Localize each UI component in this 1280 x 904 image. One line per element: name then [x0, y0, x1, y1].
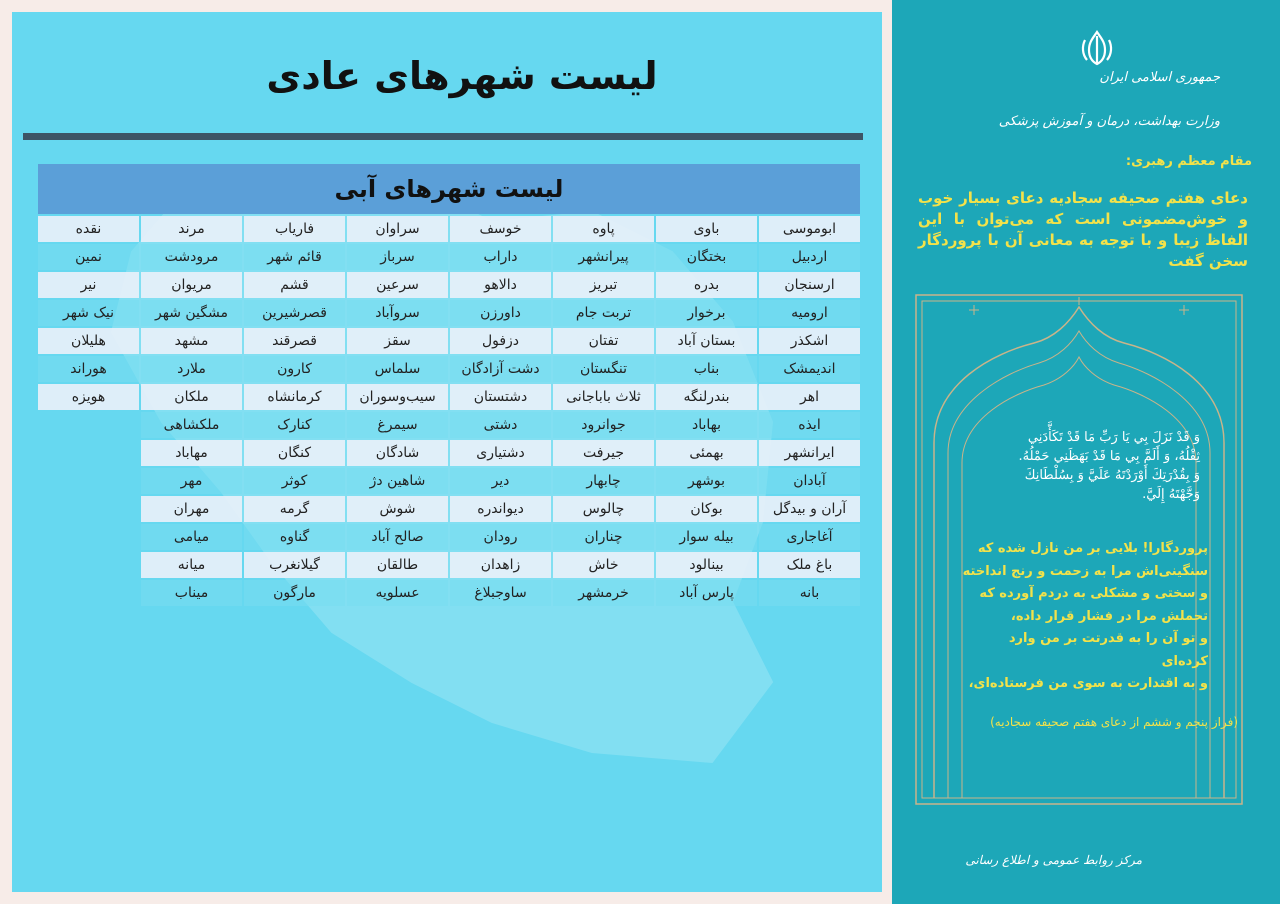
city-cell: دشت آزادگان	[450, 356, 551, 382]
city-cell: میامی	[141, 524, 242, 550]
dua-arabic-text	[980, 428, 1200, 504]
city-cell: میناب	[141, 580, 242, 606]
city-cell: بیله سوار	[656, 524, 757, 550]
city-cell: مریوان	[141, 272, 242, 298]
iran-emblem-icon	[1077, 28, 1117, 68]
city-cell: رودان	[450, 524, 551, 550]
city-cell: بستان آباد	[656, 328, 757, 354]
dua-line: وَجَّهْتَهُ إِلَيَّ.	[1142, 487, 1200, 502]
city-cell: نیر	[38, 272, 139, 298]
city-cell: آران و بیدگل	[759, 496, 860, 522]
city-cell: دزفول	[450, 328, 551, 354]
translation-line: و سختی و مشکلی به دردم آورده که	[979, 586, 1208, 601]
city-cell: دشتی	[450, 412, 551, 438]
city-cell: مهر	[141, 468, 242, 494]
city-cell: داورزن	[450, 300, 551, 326]
table-row	[38, 468, 860, 494]
city-cell: اشکذر	[759, 328, 860, 354]
city-cell: مشگین شهر	[141, 300, 242, 326]
government-name: جمهوری اسلامی ایران	[1099, 70, 1220, 85]
city-cell: سقز	[347, 328, 448, 354]
main-panel	[12, 12, 882, 892]
translation-line: و تو آن را به قدرتت بر من وارد کرده‌ای	[1008, 631, 1208, 669]
city-cell: مهاباد	[141, 440, 242, 466]
city-cell: ارومیه	[759, 300, 860, 326]
dua-line: ثِقْلُهُ، وَ أَلَمَّ بِي مَا قَدْ بَهَظَنِي حَمْلُهُ.	[1018, 449, 1200, 464]
city-cell: اردبیل	[759, 244, 860, 270]
city-cell: بینالود	[656, 552, 757, 578]
ministry-name: وزارت بهداشت، درمان و آموزش پزشکی	[998, 114, 1220, 129]
city-cell	[38, 440, 139, 466]
page-title: لیست شهرهای عادی	[266, 54, 658, 98]
city-cell: جوانرود	[553, 412, 654, 438]
city-cell: گناوه	[244, 524, 345, 550]
table-title: لیست شهرهای آبی	[38, 164, 860, 214]
city-cell: مارگون	[244, 580, 345, 606]
city-cell: شوش	[347, 496, 448, 522]
city-cell: هلیلان	[38, 328, 139, 354]
city-cell: آغاجاری	[759, 524, 860, 550]
city-cell: چالوس	[553, 496, 654, 522]
leader-label: مقام معظم رهبری:	[1125, 154, 1252, 169]
city-cell: چابهار	[553, 468, 654, 494]
city-cell: طالقان	[347, 552, 448, 578]
city-cell: بناب	[656, 356, 757, 382]
translation-line: پروردگارا! بلایی بر من نازل شده که	[977, 541, 1208, 556]
city-cell: دشتیاری	[450, 440, 551, 466]
city-cell: بوکان	[656, 496, 757, 522]
city-cell: کوثر	[244, 468, 345, 494]
city-cell: پاوه	[553, 216, 654, 242]
city-cell: سرباز	[347, 244, 448, 270]
table-row	[38, 244, 860, 270]
table-row	[38, 216, 860, 242]
table-row	[38, 328, 860, 354]
ministry-sidebar	[892, 0, 1280, 904]
city-cell: پارس آباد	[656, 580, 757, 606]
city-cell: ملکان	[141, 384, 242, 410]
city-cell: خاش	[553, 552, 654, 578]
cities-table	[36, 214, 862, 608]
city-cell: کنارک	[244, 412, 345, 438]
city-cell: ایرانشهر	[759, 440, 860, 466]
table-row	[38, 384, 860, 410]
translation-line: سنگینی‌اش مرا به زحمت و رنج انداخته	[962, 563, 1208, 579]
city-cell: قائم شهر	[244, 244, 345, 270]
city-cell: برخوار	[656, 300, 757, 326]
city-cell	[38, 496, 139, 522]
table-row	[38, 552, 860, 578]
dua-source: (فراز پنجم و ششم از دعای هفتم صحیفه سجادیه)	[990, 715, 1238, 729]
table-row	[38, 580, 860, 606]
city-cell: قشم	[244, 272, 345, 298]
city-cell: دالاهو	[450, 272, 551, 298]
table-row	[38, 272, 860, 298]
intro-text: دعای هفتم صحیفه سجادیه دعای بسیار خوب و خوش‌مضمونی است که می‌توان با این الفاظ زیبا و با توجه به معانی آن با پروردگار سخن گفت	[918, 189, 1248, 270]
city-cell: بوشهر	[656, 468, 757, 494]
translation-line: و به اقتدارت به سوی من فرستاده‌ای،	[968, 676, 1208, 691]
city-cell: دیر	[450, 468, 551, 494]
city-cell	[38, 552, 139, 578]
city-cell: مرودشت	[141, 244, 242, 270]
city-cell	[38, 580, 139, 606]
city-cell: ارسنجان	[759, 272, 860, 298]
city-cell	[38, 412, 139, 438]
city-cell: هوراند	[38, 356, 139, 382]
city-cell: داراب	[450, 244, 551, 270]
city-cell: خوسف	[450, 216, 551, 242]
table-row	[38, 440, 860, 466]
city-cell: قصرشیرین	[244, 300, 345, 326]
city-cell: مهران	[141, 496, 242, 522]
city-cell: باغ ملک	[759, 552, 860, 578]
city-cell: ابوموسی	[759, 216, 860, 242]
city-cell: گیلانغرب	[244, 552, 345, 578]
city-cell: نیک شهر	[38, 300, 139, 326]
city-cell: تنگستان	[553, 356, 654, 382]
city-cell: کنگان	[244, 440, 345, 466]
city-cell: چناران	[553, 524, 654, 550]
city-cell: میانه	[141, 552, 242, 578]
city-cell: اهر	[759, 384, 860, 410]
city-cell: شادگان	[347, 440, 448, 466]
city-cell: بختگان	[656, 244, 757, 270]
city-cell: ساوجبلاغ	[450, 580, 551, 606]
dua-line: وَ قَدْ نَزَلَ بِي يَا رَبِّ مَا قَدْ تَكَأَّدَنِي	[1027, 430, 1200, 445]
city-cell: دشتستان	[450, 384, 551, 410]
city-cell: جیرفت	[553, 440, 654, 466]
city-cell: ملارد	[141, 356, 242, 382]
city-cell: آبادان	[759, 468, 860, 494]
city-cell: هویزه	[38, 384, 139, 410]
table-row	[38, 524, 860, 550]
city-cell: ایذه	[759, 412, 860, 438]
city-cell: زاهدان	[450, 552, 551, 578]
city-cell: ملکشاهی	[141, 412, 242, 438]
city-cell: سیب‌وسوران	[347, 384, 448, 410]
city-cell	[38, 524, 139, 550]
city-cell: بهمئی	[656, 440, 757, 466]
city-cell	[38, 468, 139, 494]
city-cell: پیرانشهر	[553, 244, 654, 270]
city-cell: دیواندره	[450, 496, 551, 522]
city-cell: ثلاث باباجانی	[553, 384, 654, 410]
city-cell: کرمانشاه	[244, 384, 345, 410]
city-cell: عسلویه	[347, 580, 448, 606]
city-cell: سلماس	[347, 356, 448, 382]
city-cell: نقده	[38, 216, 139, 242]
translation-line: تحملش مرا در فشار قرار داده،	[1010, 608, 1208, 624]
city-cell: صالح آباد	[347, 524, 448, 550]
city-cell: شاهین دژ	[347, 468, 448, 494]
city-cell: اندیمشک	[759, 356, 860, 382]
city-cell: فاریاب	[244, 216, 345, 242]
city-cell: تفتان	[553, 328, 654, 354]
table-row	[38, 412, 860, 438]
city-cell: سیمرغ	[347, 412, 448, 438]
dua-line: وَ بِقُدْرَتِكَ أَوْرَدْتَهُ عَلَيَّ وَ بِسُلْطَانِكَ	[1024, 468, 1200, 483]
city-cell: بانه	[759, 580, 860, 606]
city-cell: مرند	[141, 216, 242, 242]
city-cell: سروآباد	[347, 300, 448, 326]
city-cell: نمین	[38, 244, 139, 270]
city-cell: تربت جام	[553, 300, 654, 326]
table-row	[38, 356, 860, 382]
cities-table-box	[38, 164, 860, 608]
city-cell: بدره	[656, 272, 757, 298]
city-cell: بندرلنگه	[656, 384, 757, 410]
city-cell: سرعین	[347, 272, 448, 298]
city-cell: خرمشهر	[553, 580, 654, 606]
city-cell: کارون	[244, 356, 345, 382]
city-cell: تبریز	[553, 272, 654, 298]
city-cell: بهاباد	[656, 412, 757, 438]
footer-org-name: مرکز روابط عمومی و اطلاع رسانی	[965, 853, 1142, 867]
city-cell: قصرقند	[244, 328, 345, 354]
city-cell: گرمه	[244, 496, 345, 522]
title-divider	[23, 133, 863, 140]
table-row	[38, 496, 860, 522]
city-cell: باوی	[656, 216, 757, 242]
city-cell: مشهد	[141, 328, 242, 354]
city-cell: سراوان	[347, 216, 448, 242]
table-row	[38, 300, 860, 326]
dua-translation	[958, 538, 1208, 696]
